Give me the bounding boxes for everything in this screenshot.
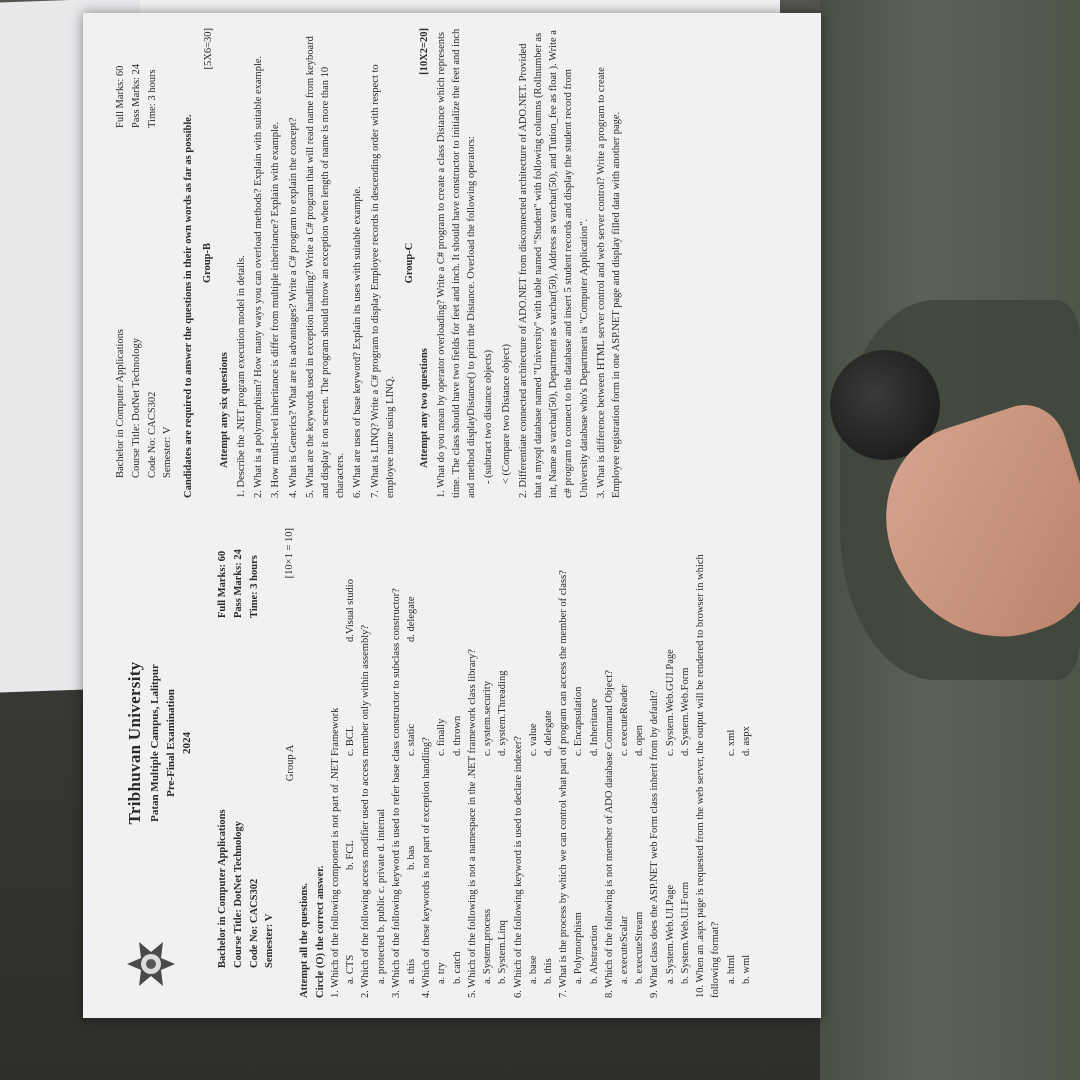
group-a-question: 2. Which of the following access modifier used to access member only within assembly? — [360, 624, 372, 998]
exam-header — [123, 528, 195, 958]
group-b-question: 2. What is a polymorphism? How many ways you can overload methods? Explain with suitable example. — [253, 55, 265, 498]
answer-options — [663, 528, 678, 998]
answer-options — [617, 528, 632, 998]
course-title: Course Title: DotNet Technology — [130, 338, 142, 478]
answer-option[interactable]: a. System.Web.UI.Page — [664, 884, 676, 984]
group-a-question: 6. Which of the following keyword is used to declare indexer? — [512, 736, 524, 998]
answer-option[interactable]: b. System.Web.UI.Form — [679, 881, 691, 984]
group-c-attempt: Attempt any two questions — [419, 348, 431, 468]
answer-option[interactable]: b. Abstraction — [588, 925, 600, 984]
answer-option[interactable]: c. Encapsulation — [573, 686, 585, 756]
semester: Semester: V — [264, 913, 276, 968]
course-code: Code No: CACS302 — [146, 391, 158, 478]
answer-option[interactable]: d. Inheritance — [588, 698, 600, 756]
answer-option[interactable]: a. base — [527, 955, 539, 984]
answer-options — [450, 528, 465, 998]
answer-option[interactable]: d. delegate — [405, 596, 417, 642]
full-marks: Full Marks: 60 — [217, 550, 228, 618]
group-c-question: 1. What do you mean by operator overloading? Write a C# program to create a class Distance which represents time. The class should have two fields for feet and inch. It should have constructor to initialize the feet and inch and method displayDistance() to print the Distance. Overload the following operators: — [435, 28, 478, 498]
time: Time: 3 hours — [248, 555, 260, 618]
answer-options — [343, 528, 358, 998]
right-column — [181, 28, 626, 498]
group-a-questions — [328, 528, 754, 998]
answer-option[interactable]: b. wml — [740, 954, 752, 984]
answer-option[interactable]: b. executeStream — [634, 911, 646, 984]
answer-option[interactable]: b. this — [542, 958, 554, 984]
answer-option[interactable]: c. system.security — [482, 681, 494, 756]
answer-options — [404, 528, 419, 998]
left-course-meta — [215, 809, 278, 968]
campus-name: Patan Multiple Campus, Lalitpur — [148, 664, 161, 822]
group-b-marks: [5X6=30] — [203, 28, 215, 70]
answer-option[interactable]: d. System.Web.Form — [679, 667, 691, 756]
group-c-title: Group-C — [404, 242, 416, 284]
group-a-attempt: Attempt all the questions. — [299, 883, 311, 998]
answer-options — [480, 528, 495, 998]
group-c-question: 3. What is difference between HTML server control and web server control? Write a program to create Employee registration form in one ASP.NET page and display filled data with another page. — [595, 67, 623, 498]
answer-options — [724, 528, 739, 998]
program-name: Bachelor in Computer Applications — [115, 328, 126, 478]
answer-option[interactable]: d. delegate — [542, 710, 554, 756]
answer-option[interactable]: a. System.process — [482, 909, 494, 984]
answer-option[interactable]: d.Visual studio — [345, 579, 357, 642]
group-a-question: 5. Which of the following is not a namespace in the .NET framework class library? — [466, 649, 478, 998]
exam-year: 2024 — [180, 732, 193, 754]
exam-paper — [83, 13, 821, 1018]
group-b-question: 7. What is LINQ? Write a C# program to display Employee records in descending order with respect to employee name using LINQ. — [369, 64, 396, 498]
answer-option[interactable]: c. executeReader — [619, 684, 631, 756]
group-b-attempt: Attempt any six questions — [218, 352, 230, 468]
instruction: Candidates are required to answer the questions in their own words as far as possible. — [183, 114, 194, 498]
time: Time: 3 hours — [146, 69, 158, 128]
group-a-question: 10. When an .aspx page is requested from the web server, the output will be rendered to browser in which following format? — [695, 554, 722, 998]
answer-options — [434, 528, 449, 998]
pass-marks: Pass Marks: 24 — [232, 549, 244, 618]
group-a-question: 9. What class does the ASP.NET web Form class inherit from by default? — [649, 690, 661, 998]
answer-option[interactable]: a. try — [436, 962, 448, 984]
right-marks-block — [113, 64, 160, 128]
group-a-question: 4. Which of these keywords is not part of exception handling? — [421, 737, 433, 998]
group-a-question: 7. What is the process by which we can control what part of program can access the member of class? — [558, 570, 570, 998]
answer-options — [526, 528, 541, 998]
answer-option[interactable]: a. html — [725, 954, 737, 984]
right-course-meta — [113, 329, 176, 478]
group-c-question: - (subtract two distance objects) — [483, 349, 495, 484]
answer-option[interactable]: a. protected b. public c. private d. internal — [375, 808, 387, 984]
answer-option[interactable]: b. bas — [405, 845, 417, 870]
answer-options — [632, 528, 647, 998]
answer-option[interactable]: d. aspx — [740, 726, 752, 756]
group-a-circle: Circle (O) the correct answer. — [314, 865, 326, 998]
group-b-question: 4. What is Generics? What are its advantages? Write a C# program to explain the concept? — [287, 117, 299, 498]
answer-option[interactable]: a. executeScalar — [619, 915, 631, 984]
group-b-question: 1. Describe the .NET program execution model in details. — [235, 255, 247, 498]
exam-page-rotated — [83, 13, 821, 1018]
answer-option[interactable]: c. System.Web.GUI.Page — [664, 649, 676, 756]
answer-option[interactable]: b. catch — [451, 951, 463, 984]
group-b-question: 5. What are the keywords used in exception handling? Write a C# program that will read name from keyboard and display it on screen. The program should throw an exception when length of name is more than 10 characters. — [304, 36, 347, 498]
answer-options — [739, 528, 754, 998]
answer-options — [541, 528, 556, 998]
university-name: Tribhuvan University — [125, 661, 144, 825]
group-c-question: < (Compare two Distance object) — [500, 343, 512, 484]
answer-option[interactable]: a. this — [405, 958, 417, 984]
exam-name: Pre-Final Examination — [164, 689, 177, 797]
answer-option[interactable]: d. open — [634, 725, 646, 756]
group-a-title: Group A — [285, 744, 296, 782]
answer-option[interactable]: d. system.Threading — [497, 670, 509, 756]
group-c-question: 2. Differentiate connected architecture of ADO.NET from disconnected architecture of ADO.NET. Provided that a mysql database named "University" with table named "Student" with following columns (Rollnumber as int, Name as varchar(50), Department as varchar(50), Address as varchar(50), and Tution_fee as float ). Write a c# program to connect to the database and insert 5 student records and display the student record from University database who's Department is "Computer Application". — [517, 30, 590, 498]
answer-options — [587, 528, 602, 998]
answer-options — [571, 528, 586, 998]
answer-option[interactable]: c. xml — [725, 729, 737, 756]
group-b-question: 3. How multi-level inheritance is differ from multiple inheritance? Explain with example. — [270, 121, 282, 498]
course-title: Course Title: DotNet Technology — [232, 821, 244, 968]
answer-option[interactable]: c. value — [527, 723, 539, 756]
group-b-questions — [234, 28, 398, 498]
left-marks-block — [215, 549, 262, 618]
course-code: Code No: CACS302 — [248, 878, 260, 968]
answer-option[interactable]: c. static — [405, 723, 417, 756]
group-a-question: 3. Which of the following keyword is used to refer base class constructor to subclass constructor? — [390, 588, 402, 998]
group-a-question: 8. Which of the following is not member of ADO database Command Object? — [603, 670, 615, 998]
group-a-marks: [10×1 = 10] — [284, 528, 296, 579]
group-c-questions — [434, 28, 625, 498]
answer-option[interactable]: b. System.Linq — [497, 920, 509, 984]
full-marks: Full Marks: 60 — [115, 65, 126, 128]
answer-option[interactable]: b. FCL — [345, 840, 357, 870]
semester: Semester: V — [162, 426, 174, 478]
answer-option[interactable]: a. Polymorphism — [573, 912, 585, 984]
pass-marks: Pass Marks: 24 — [130, 63, 142, 128]
group-a — [283, 528, 754, 998]
group-a-question: 1. Which of the following component is not part of .NET Framework — [329, 707, 341, 998]
answer-options — [678, 528, 693, 998]
answer-option[interactable]: c. finally — [436, 718, 448, 756]
program-name: Bachelor in Computer Applications — [217, 809, 228, 968]
group-b-title: Group-B — [202, 242, 214, 284]
group-b-question: 6. What are uses of base keyword? Explain its uses with suitable example. — [352, 186, 364, 498]
group-c-marks: [10X2=20] — [418, 28, 430, 75]
answer-option[interactable]: d. thrown — [451, 715, 463, 756]
answer-option[interactable]: c. BCL — [345, 725, 357, 756]
answer-options — [495, 528, 510, 998]
answer-option[interactable]: a. CTS — [345, 954, 357, 984]
